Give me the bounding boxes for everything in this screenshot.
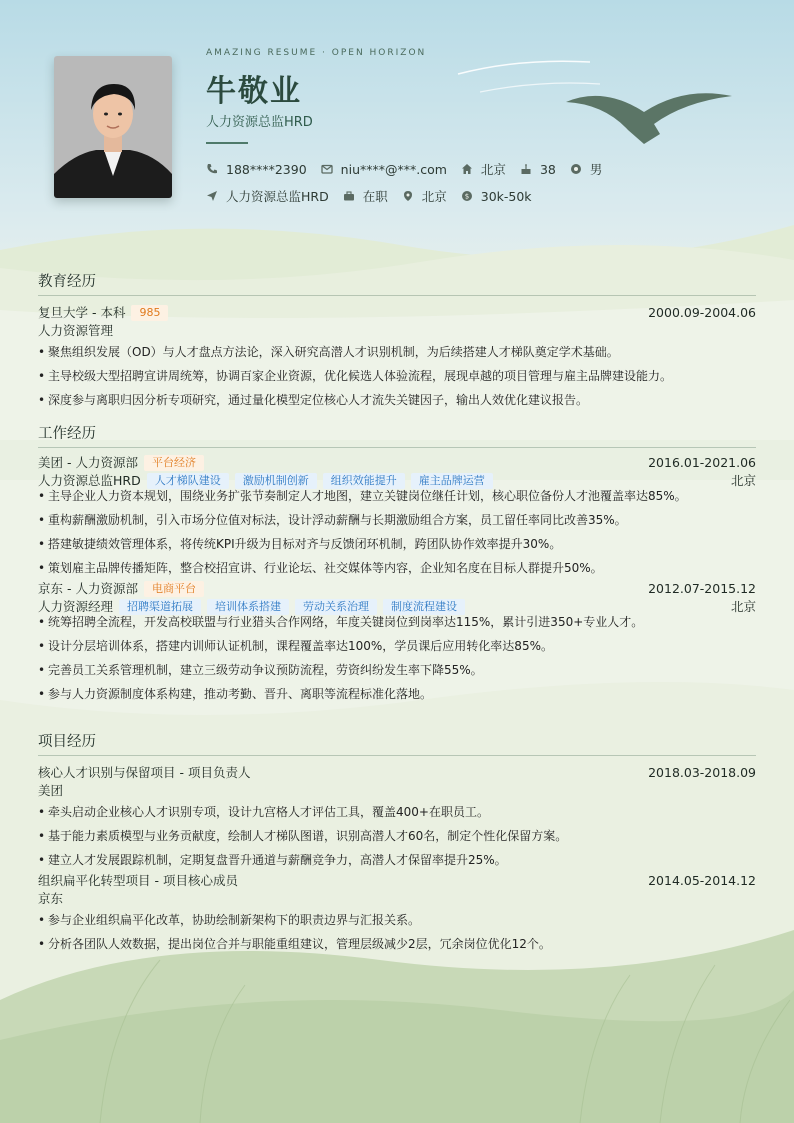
svg-text:$: $ <box>464 192 469 201</box>
company-name: 京东 - 人力资源部 <box>38 581 138 596</box>
job-status: 在职 <box>362 189 388 204</box>
list-item: • 设计分层培训体系，搭建内训师认证机制，课程覆盖率达100%，学员课后应用转化率达85%。 <box>38 634 756 658</box>
list-item: • 搭建敏捷绩效管理体系，将传统KPI升级为目标对齐与反馈闭环机制，跨团队协作效率提升30%。 <box>38 532 756 556</box>
project-bullets <box>38 908 756 956</box>
candidate-name: 牛敬业 <box>206 74 302 109</box>
list-item: • 建立人才发展跟踪机制，定期复盘晋升通道与薪酬竞争力，高潜人才保留率提升25%。 <box>38 848 756 872</box>
project-org: 京东 <box>38 891 64 906</box>
major: 人力资源管理 <box>38 323 114 338</box>
project-period: 2014.05-2014.12 <box>648 873 756 888</box>
job-city: 北京 <box>730 599 756 614</box>
list-item: • 主导校级大型招聘宣讲周统筹，协调百家企业资源，优化候选人体验流程，展现卓越的项目管理与雇主品牌建设能力。 <box>38 364 756 388</box>
contact-info-row <box>206 160 616 178</box>
location-pin-icon <box>402 190 414 202</box>
job-intent-row <box>206 187 546 205</box>
project-org-row <box>38 890 756 908</box>
skill-tag: 人才梯队建设 <box>147 473 229 489</box>
skill-tag: 制度流程建设 <box>383 599 465 615</box>
list-item: • 完善员工关系管理机制，建立三级劳动争议预防流程，劳资纠纷发生率下降55%。 <box>38 658 756 682</box>
skill-tag: 雇主品牌运营 <box>411 473 493 489</box>
salary-icon <box>461 190 473 202</box>
section-title: 工作经历 <box>38 425 756 448</box>
send-icon <box>206 190 218 202</box>
job-bullets <box>38 610 756 706</box>
expected-salary: 30k-50k <box>480 188 532 204</box>
skill-tag: 组织效能提升 <box>323 473 405 489</box>
email-address: niu****@***.com <box>340 161 447 177</box>
list-item: • 牵头启动企业核心人才识别专项，设计九宫格人才评估工具，覆盖400+在职员工。 <box>38 800 756 824</box>
salary-item <box>461 189 532 204</box>
section-title: 教育经历 <box>38 273 756 296</box>
education-header-row <box>38 304 756 322</box>
skill-tag: 招聘渠道拓展 <box>119 599 201 615</box>
job-period: 2012.07-2015.12 <box>648 581 756 596</box>
list-item: • 基于能力素质模型与业务贡献度，绘制人才梯队图谱，识别高潜人才60名，制定个性化保留方案。 <box>38 824 756 848</box>
phone-number: 188****2390 <box>226 161 307 177</box>
list-item: • 参与企业组织扁平化改革，协助绘制新架构下的职责边界与汇报关系。 <box>38 908 756 932</box>
home-city: 北京 <box>480 162 506 177</box>
job-status-item <box>343 187 388 205</box>
project-bullets <box>38 800 756 872</box>
job-entry <box>38 580 756 706</box>
project-entry <box>38 872 756 956</box>
project-period: 2018.03-2018.09 <box>648 765 756 780</box>
job-header-row <box>38 580 756 598</box>
briefcase-icon <box>343 190 355 202</box>
job-entry <box>38 454 756 580</box>
project-header-row <box>38 764 756 782</box>
project-entry <box>38 764 756 872</box>
gender-icon <box>570 163 582 175</box>
target-city: 北京 <box>421 189 447 204</box>
project-name: 组织扁平化转型项目 - 项目核心成员 <box>38 873 238 888</box>
project-name: 核心人才识别与保留项目 - 项目负责人 <box>38 765 251 780</box>
cake-icon <box>520 163 532 175</box>
education-bullets <box>38 340 756 412</box>
school-name: 复旦大学 - 本科 <box>38 305 126 320</box>
target-city-item <box>402 187 447 205</box>
education-period: 2000.09-2004.06 <box>648 305 756 320</box>
list-item: • 策划雇主品牌传播矩阵，整合校招宣讲、行业论坛、社交媒体等内容，企业知名度在目标人群提升50%。 <box>38 556 756 580</box>
mail-icon <box>321 163 333 175</box>
age-item <box>520 162 556 177</box>
skill-tag: 激励机制创新 <box>235 473 317 489</box>
bird-decoration <box>564 82 734 152</box>
work-section <box>38 425 756 706</box>
gender-item <box>570 160 603 178</box>
projects-section <box>38 733 756 956</box>
email-item <box>321 162 447 177</box>
list-item: • 统筹招聘全流程，开发高校联盟与行业猎头合作网络，年度关键岗位到岗率达115%，累计引进350+专业人才。 <box>38 610 756 634</box>
list-item: • 分析各团队人效数据，提出岗位合并与职能重组建议，管理层级减少2层，冗余岗位优化12个。 <box>38 932 756 956</box>
project-org-row <box>38 782 756 800</box>
school-badge: 985 <box>131 305 168 321</box>
job-title: 人力资源总监HRD <box>206 115 313 130</box>
job-city: 北京 <box>730 473 756 488</box>
industry-tag: 平台经济 <box>144 455 204 471</box>
job-period: 2016.01-2021.06 <box>648 455 756 470</box>
job-header-row <box>38 454 756 472</box>
skill-tag: 劳动关系治理 <box>295 599 377 615</box>
gender: 男 <box>589 162 603 177</box>
phone-item <box>206 162 307 177</box>
skill-tag: 培训体系搭建 <box>207 599 289 615</box>
section-title: 项目经历 <box>38 733 756 756</box>
project-header-row <box>38 872 756 890</box>
list-item: • 参与人力资源制度体系构建，推动考勤、晋升、离职等流程标准化落地。 <box>38 682 756 706</box>
company-name: 美团 - 人力资源部 <box>38 455 138 470</box>
project-org: 美团 <box>38 783 64 798</box>
profile-photo <box>54 56 172 198</box>
list-item: • 聚焦组织发展（OD）与人才盘点方法论，深入研究高潜人才识别机制，为后续搭建人才梯队奠定学术基础。 <box>38 340 756 364</box>
title-divider <box>206 142 248 144</box>
list-item: • 主导企业人力资本规划，围绕业务扩张节奏制定人才地图，建立关键岗位继任计划，核心职位备份人才池覆盖率达85%。 <box>38 484 756 508</box>
age: 38 <box>539 161 556 177</box>
home-icon <box>461 163 473 175</box>
major-row <box>38 322 756 340</box>
industry-tag: 电商平台 <box>144 581 204 597</box>
phone-icon <box>206 163 218 175</box>
target-position: 人力资源总监HRD <box>226 189 329 204</box>
tagline: AMAZING RESUME · OPEN HORIZON <box>206 48 427 58</box>
job-bullets <box>38 484 756 580</box>
role: 人力资源经理 <box>38 599 114 614</box>
target-position-item <box>206 187 329 205</box>
home-city-item <box>461 160 506 178</box>
education-section <box>38 273 756 412</box>
role: 人力资源总监HRD <box>38 473 141 488</box>
list-item: • 重构薪酬激励机制，引入市场分位值对标法，设计浮动薪酬与长期激励组合方案，员工留任率同比改善35%。 <box>38 508 756 532</box>
list-item: • 深度参与离职归因分析专项研究，通过量化模型定位核心人才流失关键因子，输出人效优化建议报告。 <box>38 388 756 412</box>
